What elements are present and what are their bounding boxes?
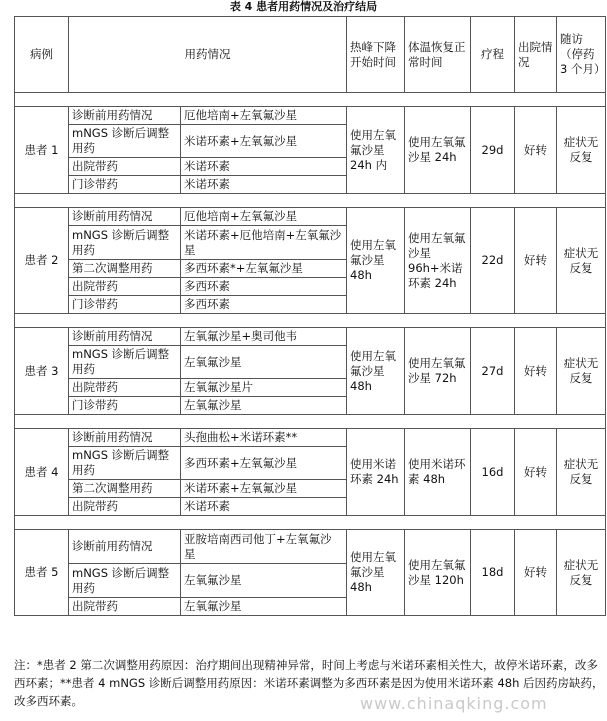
header-medication: 用药情况 (69, 17, 347, 93)
stage-cell: 出院带药 (69, 379, 181, 397)
drug-cell: 多西环素+左氧氟沙星 (181, 447, 347, 480)
drug-cell: 亚胺培南西司他丁+左氧氟沙星 (181, 530, 347, 564)
discharge-cell: 好转 (515, 208, 557, 314)
medication-table (14, 16, 606, 616)
header-row (15, 17, 606, 93)
table-row (15, 328, 606, 346)
table-row (15, 530, 606, 564)
drug-cell: 左氧氟沙星 (181, 564, 347, 598)
stage-cell: mNGS 诊断后调整用药 (69, 226, 181, 260)
discharge-cell: 好转 (515, 530, 557, 616)
drug-cell: 米诺环素 (181, 498, 347, 516)
fever-time-cell: 使用左氧氟沙星 48h (347, 328, 405, 415)
drug-cell: 头孢曲松+米诺环素** (181, 429, 347, 447)
drug-cell: 米诺环素+厄他培南+左氧氟沙星 (181, 226, 347, 260)
stage-cell: 诊断前用药情况 (69, 208, 181, 226)
watermark: www.chinaqking.com (360, 694, 548, 713)
stage-cell: 出院带药 (69, 278, 181, 296)
spacer-row (15, 314, 606, 328)
table-title: 表 4 患者用药情况及治疗结局 (229, 0, 378, 13)
table-row (15, 208, 606, 226)
drug-cell: 厄他培南+左氧氟沙星 (181, 107, 347, 125)
patient-name-cell: 患者 1 (15, 107, 69, 194)
table-body (15, 93, 606, 616)
temp-time-cell: 使用左氧氟沙星 120h (405, 530, 471, 616)
stage-cell: mNGS 诊断后调整用药 (69, 447, 181, 480)
header-temp-time: 体温恢复正常时间 (405, 17, 471, 93)
fever-time-cell: 使用左氧氟沙星 48h (347, 208, 405, 314)
drug-cell: 左氧氟沙星 (181, 346, 347, 379)
spacer-cell (15, 314, 606, 328)
header-followup: 随访（停药 3 个月） (557, 17, 606, 93)
patient-name-cell: 患者 4 (15, 429, 69, 516)
temp-time-cell: 使用米诺环素 48h (405, 429, 471, 516)
followup-cell: 症状无反复 (557, 328, 606, 415)
followup-cell: 症状无反复 (557, 208, 606, 314)
spacer-row (15, 194, 606, 208)
table-row (15, 107, 606, 125)
course-cell: 29d (471, 107, 515, 194)
temp-time-cell: 使用左氧氟沙星 96h+米诺环素 24h (405, 208, 471, 314)
header-case: 病例 (15, 17, 69, 93)
drug-cell: 多西环素 (181, 296, 347, 314)
spacer-cell (15, 415, 606, 429)
drug-cell: 左氧氟沙星片 (181, 379, 347, 397)
stage-cell: 第二次调整用药 (69, 480, 181, 498)
stage-cell: 诊断前用药情况 (69, 429, 181, 447)
drug-cell: 左氧氟沙星 (181, 397, 347, 415)
stage-cell: 门诊带药 (69, 397, 181, 415)
discharge-cell: 好转 (515, 429, 557, 516)
stage-cell: mNGS 诊断后调整用药 (69, 564, 181, 598)
spacer-cell (15, 194, 606, 208)
temp-time-cell: 使用左氧氟沙星 24h (405, 107, 471, 194)
stage-cell: 出院带药 (69, 598, 181, 616)
followup-cell: 症状无反复 (557, 429, 606, 516)
course-cell: 18d (471, 530, 515, 616)
stage-cell: 诊断前用药情况 (69, 328, 181, 346)
drug-cell: 厄他培南+左氧氟沙星 (181, 208, 347, 226)
stage-cell: 门诊带药 (69, 296, 181, 314)
drug-cell: 多西环素 (181, 278, 347, 296)
drug-cell: 左氧氟沙星 (181, 598, 347, 616)
course-cell: 16d (471, 429, 515, 516)
followup-cell: 症状无反复 (557, 530, 606, 616)
drug-cell: 米诺环素+左氧氟沙星 (181, 480, 347, 498)
stage-cell: 门诊带药 (69, 176, 181, 194)
stage-cell: 出院带药 (69, 158, 181, 176)
spacer-cell (15, 93, 606, 107)
header-course: 疗程 (471, 17, 515, 93)
fever-time-cell: 使用左氧氟沙星 24h 内 (347, 107, 405, 194)
patient-name-cell: 患者 3 (15, 328, 69, 415)
header-discharge: 出院情况 (515, 17, 557, 93)
table-row (15, 429, 606, 447)
stage-cell: 出院带药 (69, 498, 181, 516)
fever-time-cell: 使用米诺环素 24h (347, 429, 405, 516)
temp-time-cell: 使用左氧氟沙星 72h (405, 328, 471, 415)
discharge-cell: 好转 (515, 107, 557, 194)
drug-cell: 多西环素*+左氧氟沙星 (181, 260, 347, 278)
stage-cell: 诊断前用药情况 (69, 107, 181, 125)
stage-cell: mNGS 诊断后调整用药 (69, 346, 181, 379)
patient-name-cell: 患者 2 (15, 208, 69, 314)
table-footnote: 注：*患者 2 第二次调整用药原因：治疗期间出现精神异常，时间上考虑与米诺环素相关性大，故停米诺环素，改多西环素；**患者 4 mNGS 诊断后调整用药原因：米诺环素调整为多西环素是因为使用米诺环素 48h 后因药房缺药，改多西环素。 (14, 658, 604, 708)
header-fever-time: 热峰下降开始时间 (347, 17, 405, 93)
drug-cell: 米诺环素 (181, 158, 347, 176)
drug-cell: 米诺环素 (181, 176, 347, 194)
fever-time-cell: 使用左氧氟沙星 48h (347, 530, 405, 616)
spacer-row (15, 93, 606, 107)
spacer-row (15, 516, 606, 530)
course-cell: 27d (471, 328, 515, 415)
discharge-cell: 好转 (515, 328, 557, 415)
stage-cell: mNGS 诊断后调整用药 (69, 125, 181, 158)
spacer-cell (15, 516, 606, 530)
patient-name-cell: 患者 5 (15, 530, 69, 616)
stage-cell: 诊断前用药情况 (69, 530, 181, 564)
followup-cell: 症状无反复 (557, 107, 606, 194)
stage-cell: 第二次调整用药 (69, 260, 181, 278)
course-cell: 22d (471, 208, 515, 314)
drug-cell: 米诺环素+左氧氟沙星 (181, 125, 347, 158)
spacer-row (15, 415, 606, 429)
drug-cell: 左氧氟沙星+奥司他韦 (181, 328, 347, 346)
